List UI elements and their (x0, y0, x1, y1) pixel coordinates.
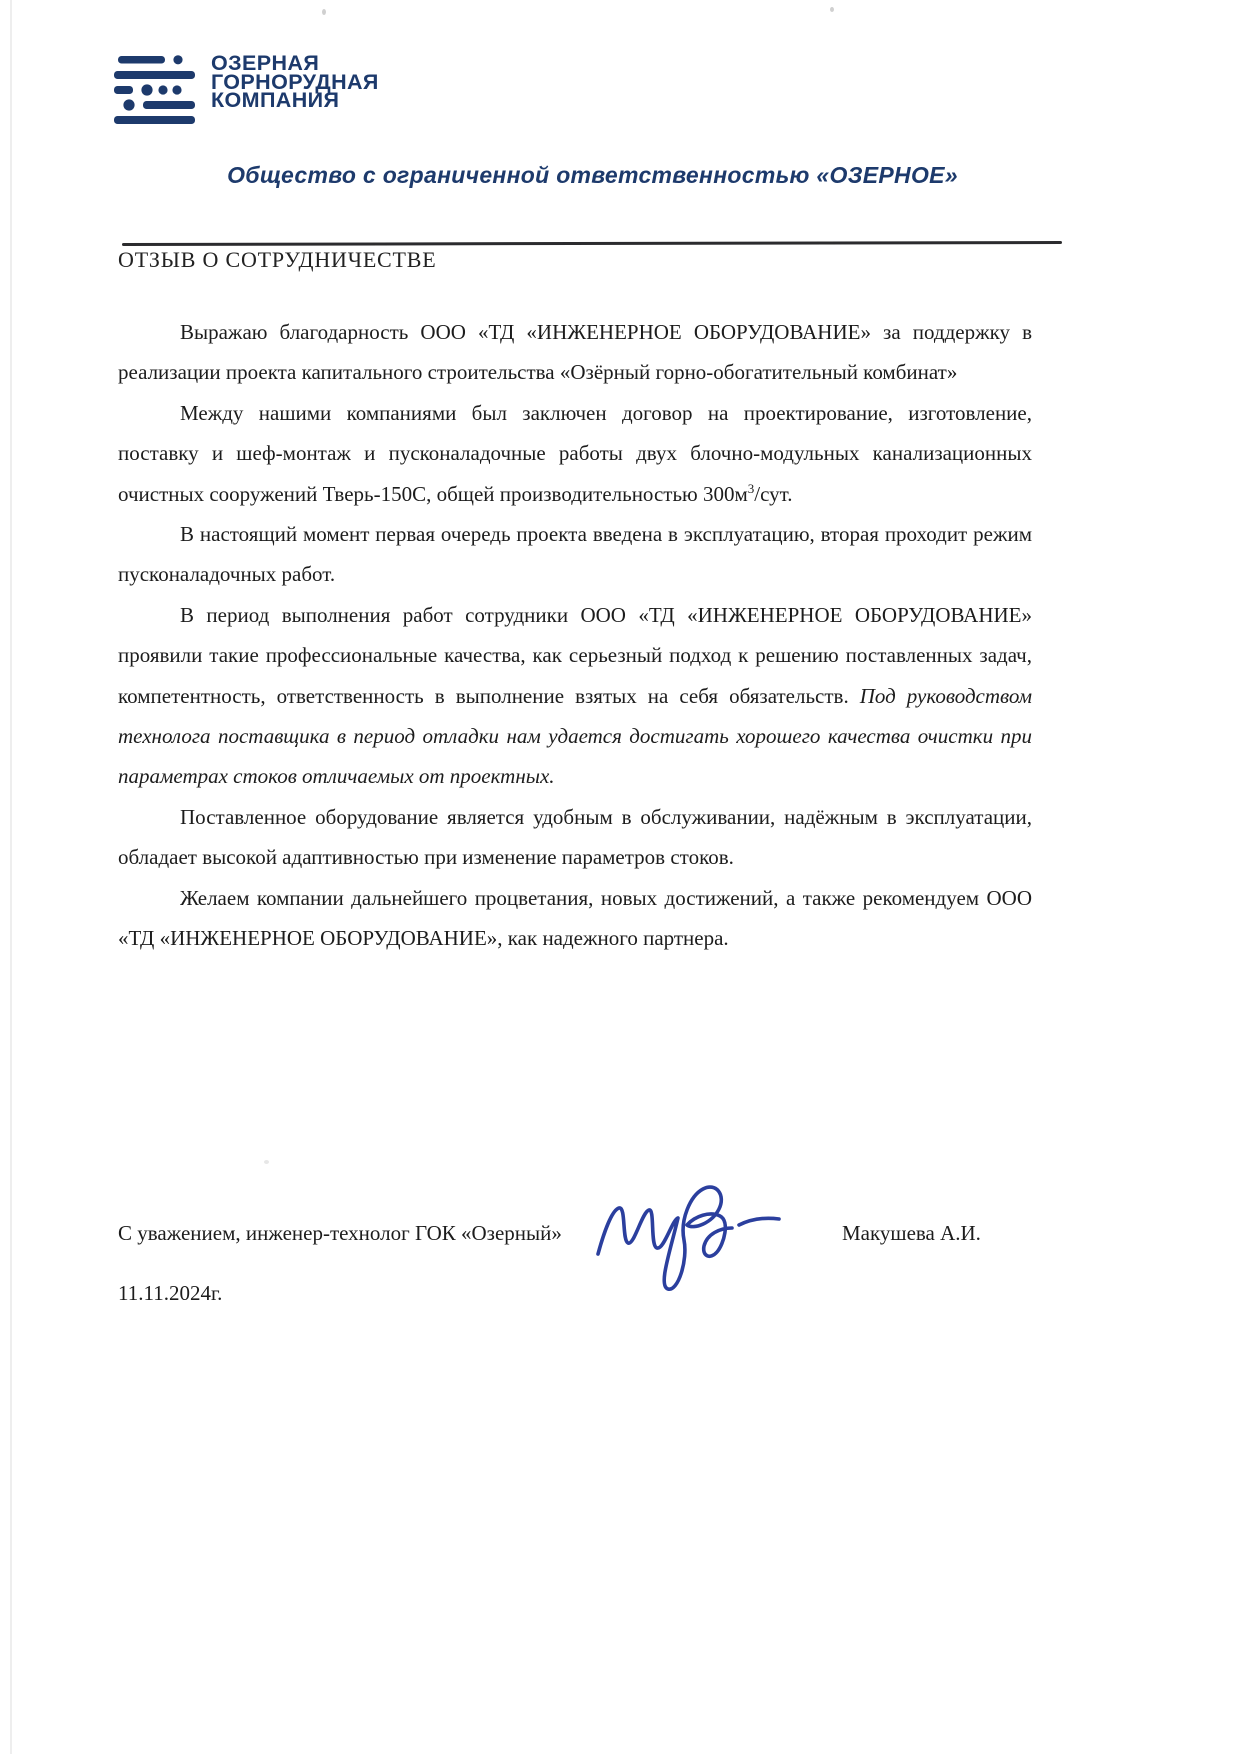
scan-speck (322, 9, 326, 15)
wordmark-line3: КОМПАНИЯ (211, 88, 340, 112)
paragraph-6: Желаем компании дальнейшего процветания, новых достижений, а также рекомендуем ООО «ТД «ИНЖЕНЕРНОЕ ОБОРУДОВАНИЕ», как надежного партнера. (118, 885, 1032, 951)
paragraph-3: В настоящий момент первая очередь проекта введена в эксплуатацию, вторая проходит режим пусконаладочных работ. (118, 522, 1032, 587)
signer-name: Макушева А.И. (842, 1221, 981, 1245)
scan-speck (830, 7, 834, 12)
handwritten-signature (592, 1158, 802, 1298)
wordmark-line1: ОЗЕРНАЯ (211, 51, 320, 75)
closing-line: С уважением, инженер-технолог ГОК «Озерный» (118, 1221, 562, 1245)
scan-edge-artifact (10, 0, 12, 1754)
paragraph-5: Поставленное оборудование является удобным в обслуживании, надёжным в эксплуатации, обладает высокой адаптивностью при изменение параметров стоков. (118, 804, 1032, 870)
paragraph-2: Между нашими компаниями был заключен договор на проектирование, изготовление, поставку и шеф-монтаж и пусконаладочные работы двух блочно-модульных канализационных очистных сооружений Тверь-150С, общей производительностью $300м^3$/сут. (118, 400, 1032, 506)
letter-date: 11.11.2024г. (118, 1281, 223, 1305)
company-wordmark (211, 52, 379, 110)
letter-body (118, 312, 1032, 959)
scan-speck (264, 1160, 269, 1164)
paragraph-1: Выражаю благодарность ООО «ТД «ИНЖЕНЕРНОЕ ОБОРУДОВАНИЕ» за поддержку в реализации проекта капитального строительства «Озёрный горно-обогатительный комбинат» (118, 320, 1032, 385)
wordmark-line2: ГОРНОРУДНАЯ (211, 69, 379, 94)
company-logo (114, 52, 379, 128)
letterhead-divider (122, 241, 1062, 246)
paragraph-4: В период выполнения работ сотрудники ООО «ТД «ИНЖЕНЕРНОЕ ОБОРУДОВАНИЕ» проявили такие профессиональные качества, как серьезный подход к решению поставленных задач, компетентность, ответственность в выполнение взятых на себя обязательств. Под руководством технолога поставщика в период отладки нам удается достигать хорошего качества очистки при параметрах стоков отличаемых от проектных. (118, 602, 1032, 789)
document-heading: ОТЗЫВ О СОТРУДНИЧЕСТВЕ (118, 247, 437, 272)
lake-pattern-logo-icon (114, 54, 196, 128)
letterhead-company-title: Общество с ограниченной ответственностью «ОЗЕРНОЕ» (227, 162, 958, 188)
